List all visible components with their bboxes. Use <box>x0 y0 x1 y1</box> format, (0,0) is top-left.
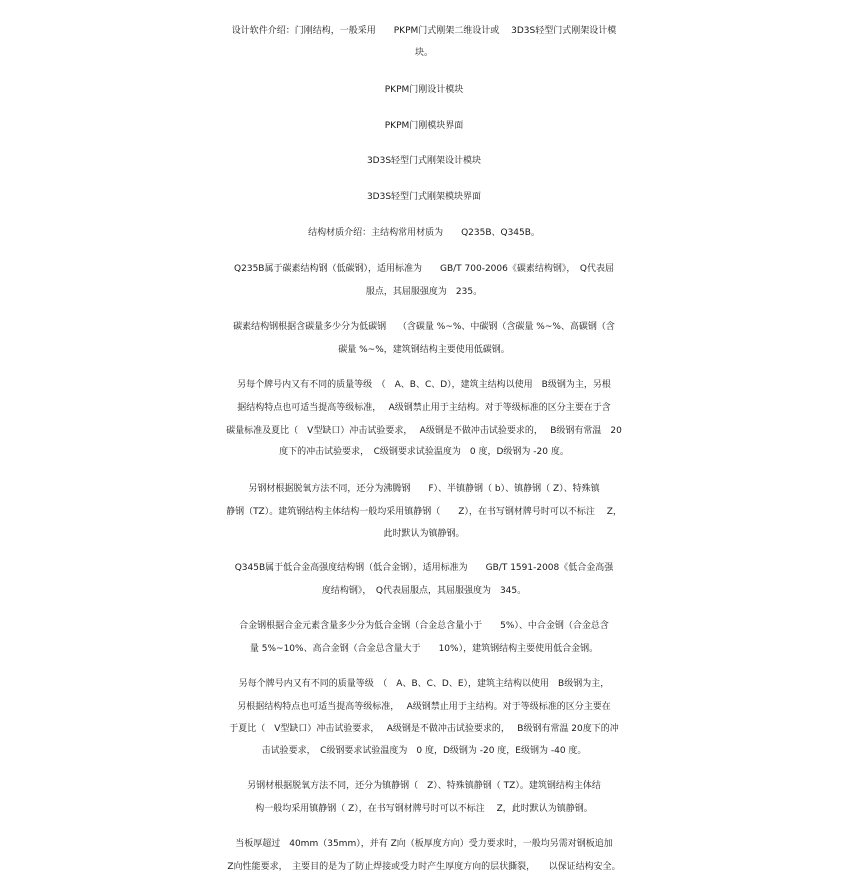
text-line: 构一般均采用镇静钢（ Z），在书写钢材牌号时可以不标注 Z，此时默认为镇静钢。 <box>255 804 593 814</box>
text-line: 另每个牌号内又有不同的质量等级 （ A、B、C、D、E），建筑主结构以使用 B级钢为主， <box>238 679 610 689</box>
text-line: 度下的冲击试验要求， C级钢要求试验温度为 0 度，D级钢为 -20 度。 <box>279 447 569 457</box>
text-line: 此时默认为镇静钢。 <box>383 529 465 539</box>
section-heading: PKPM门刚模块界面 <box>384 121 464 131</box>
text-line: 当板厚超过 40mm（35mm），并有 Z向（板厚度方向）受力要求时，一般均另需对钢板追加 <box>235 839 613 849</box>
text-line: 碳量 %~%，建筑钢结构主要使用低碳钢。 <box>338 345 510 355</box>
section-heading: 3D3S轻型门式刚架模块界面 <box>366 192 482 202</box>
text-line: 结构材质介绍：主结构常用材质为 Q235B、Q345B。 <box>308 228 540 238</box>
text-line: 另钢材根据脱氧方法不同，还分为镇静钢（ Z）、特殊镇静钢（ TZ）。建筑钢结构主体结 <box>247 781 601 791</box>
text-line: 另钢材根据脱氧方法不同，还分为沸腾钢 F）、半镇静钢（ b）、镇静钢（ Z）、特殊镇 <box>248 484 600 494</box>
text-line: 击试验要求， C级钢要求试验温度为 0 度，D级钢为 -20 度，E级钢为 -40 度。 <box>261 746 587 756</box>
text-line: 另每个牌号内又有不同的质量等级 （ A、B、C、D），建筑主结构以使用 B级钢为主，另根 <box>237 380 611 390</box>
text-line: 合金钢根据合金元素含量多少分为低合金钢（合金总含量小于 5%）、中合金钢（合金总含 <box>239 621 609 631</box>
text-line: 块。 <box>414 48 433 58</box>
section-heading: 3D3S轻型门式刚架设计模块 <box>366 156 482 166</box>
text-line: 量 5%~10%、高合金钢（合金总含量大于 10%），建筑钢结构主要使用低合金钢。 <box>249 644 599 654</box>
text-line: Z向性能要求， 主要目的是为了防止焊接或受力时产生厚度方向的层状撕裂， 以保证结构安全。 <box>227 862 621 872</box>
section-heading: PKPM门刚设计模块 <box>384 85 464 95</box>
text-line: 另根据结构特点也可适当提高等级标准， A级钢禁止用于主结构。对于等级标准的区分主要在 <box>237 702 611 712</box>
text-line: Q235B属于碳素结构钢（低碳钢），适用标准为 GB/T 700-2006《碳素结构钢》， Q代表屈 <box>234 264 614 274</box>
text-line: 设计软件介绍：门刚结构，一般采用 PKPM门式刚架二维设计或 3D3S轻型门式刚架设计模 <box>231 26 617 36</box>
text-line: 据结构特点也可适当提高等级标准， A级钢禁止用于主结构。对于等级标准的区分主要在于含 <box>237 403 611 413</box>
text-line: 碳素结构钢根据含碳量多少分为低碳钢 （含碳量 %~%、中碳钢（含碳量 %~%、高碳钢（含 <box>233 322 615 332</box>
text-line: 度结构钢》， Q代表屈服点，其屈服强度为 345。 <box>321 586 527 596</box>
text-line: Q345B属于低合金高强度结构钢（低合金钢），适用标准为 GB/T 1591-2008《低合金高强 <box>234 563 614 573</box>
text-line: 于夏比（ V型缺口）冲击试验要求， A级钢是不做冲击试验要求的， B级钢有常温 20度下的冲 <box>229 724 619 734</box>
text-line: 服点，其屈服强度为 235。 <box>365 287 483 297</box>
text-line: 静钢（TZ）。建筑钢结构主体结构一般均采用镇静钢（ Z），在书写钢材牌号时可以不标注 Z， <box>226 507 622 517</box>
text-line: 碳量标准及夏比（ V型缺口）冲击试验要求， A级钢是不做冲击试验要求的， B级钢有常温 20 <box>226 426 622 436</box>
